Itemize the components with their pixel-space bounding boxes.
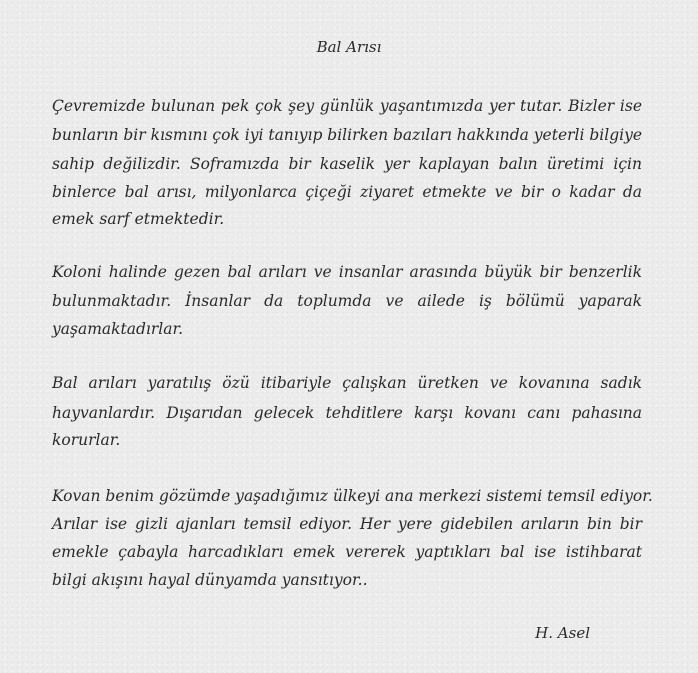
text-line: sahip değilizdir. Soframızda bir kaselik yer kaplayan balın üretimi için <box>52 155 642 173</box>
text-line: bulunmaktadır. İnsanlar da toplumda ve ailede iş bölümü yaparak <box>52 292 642 310</box>
text-line: bunların bir kısmını çok iyi tanıyıp bilirken bazıları hakkında yeterli bilgiye <box>52 126 643 144</box>
signature: H. Asel <box>535 624 590 642</box>
text-line: bilgi akışını hayal dünyamda yansıtıyor.. <box>52 571 368 589</box>
page-title: Bal Arısı <box>316 38 382 56</box>
text-line: Bal arıları yaratılış özü itibariyle çalışkan üretken ve kovanına sadık <box>52 374 642 392</box>
text-line: hayvanlardır. Dışarıdan gelecek tehditlere karşı kovanı canı pahasına <box>52 404 642 422</box>
text-line: Arılar ise gizli ajanları temsil ediyor. Her yere gidebilen arıların bin bir <box>52 515 642 533</box>
text-line: binlerce bal arısı, milyonlarca çiçeği ziyaret etmekte ve bir o kadar da <box>52 183 642 201</box>
text-line: yaşamaktadırlar. <box>52 320 184 338</box>
text-line: korurlar. <box>52 431 121 449</box>
text-line: emekle çabayla harcadıkları emek vererek yaptıkları bal ise istihbarat <box>52 543 642 561</box>
text-line: emek sarf etmektedir. <box>52 210 225 228</box>
text-line: Kovan benim gözümde yaşadığımız ülkeyi ana merkezi sistemi temsil ediyor. <box>52 487 653 505</box>
text-line: Çevremizde bulunan pek çok şey günlük yaşantımızda yer tutar. Bizler ise <box>52 97 642 115</box>
text-line: Koloni halinde gezen bal arıları ve insanlar arasında büyük bir benzerlik <box>52 263 642 281</box>
